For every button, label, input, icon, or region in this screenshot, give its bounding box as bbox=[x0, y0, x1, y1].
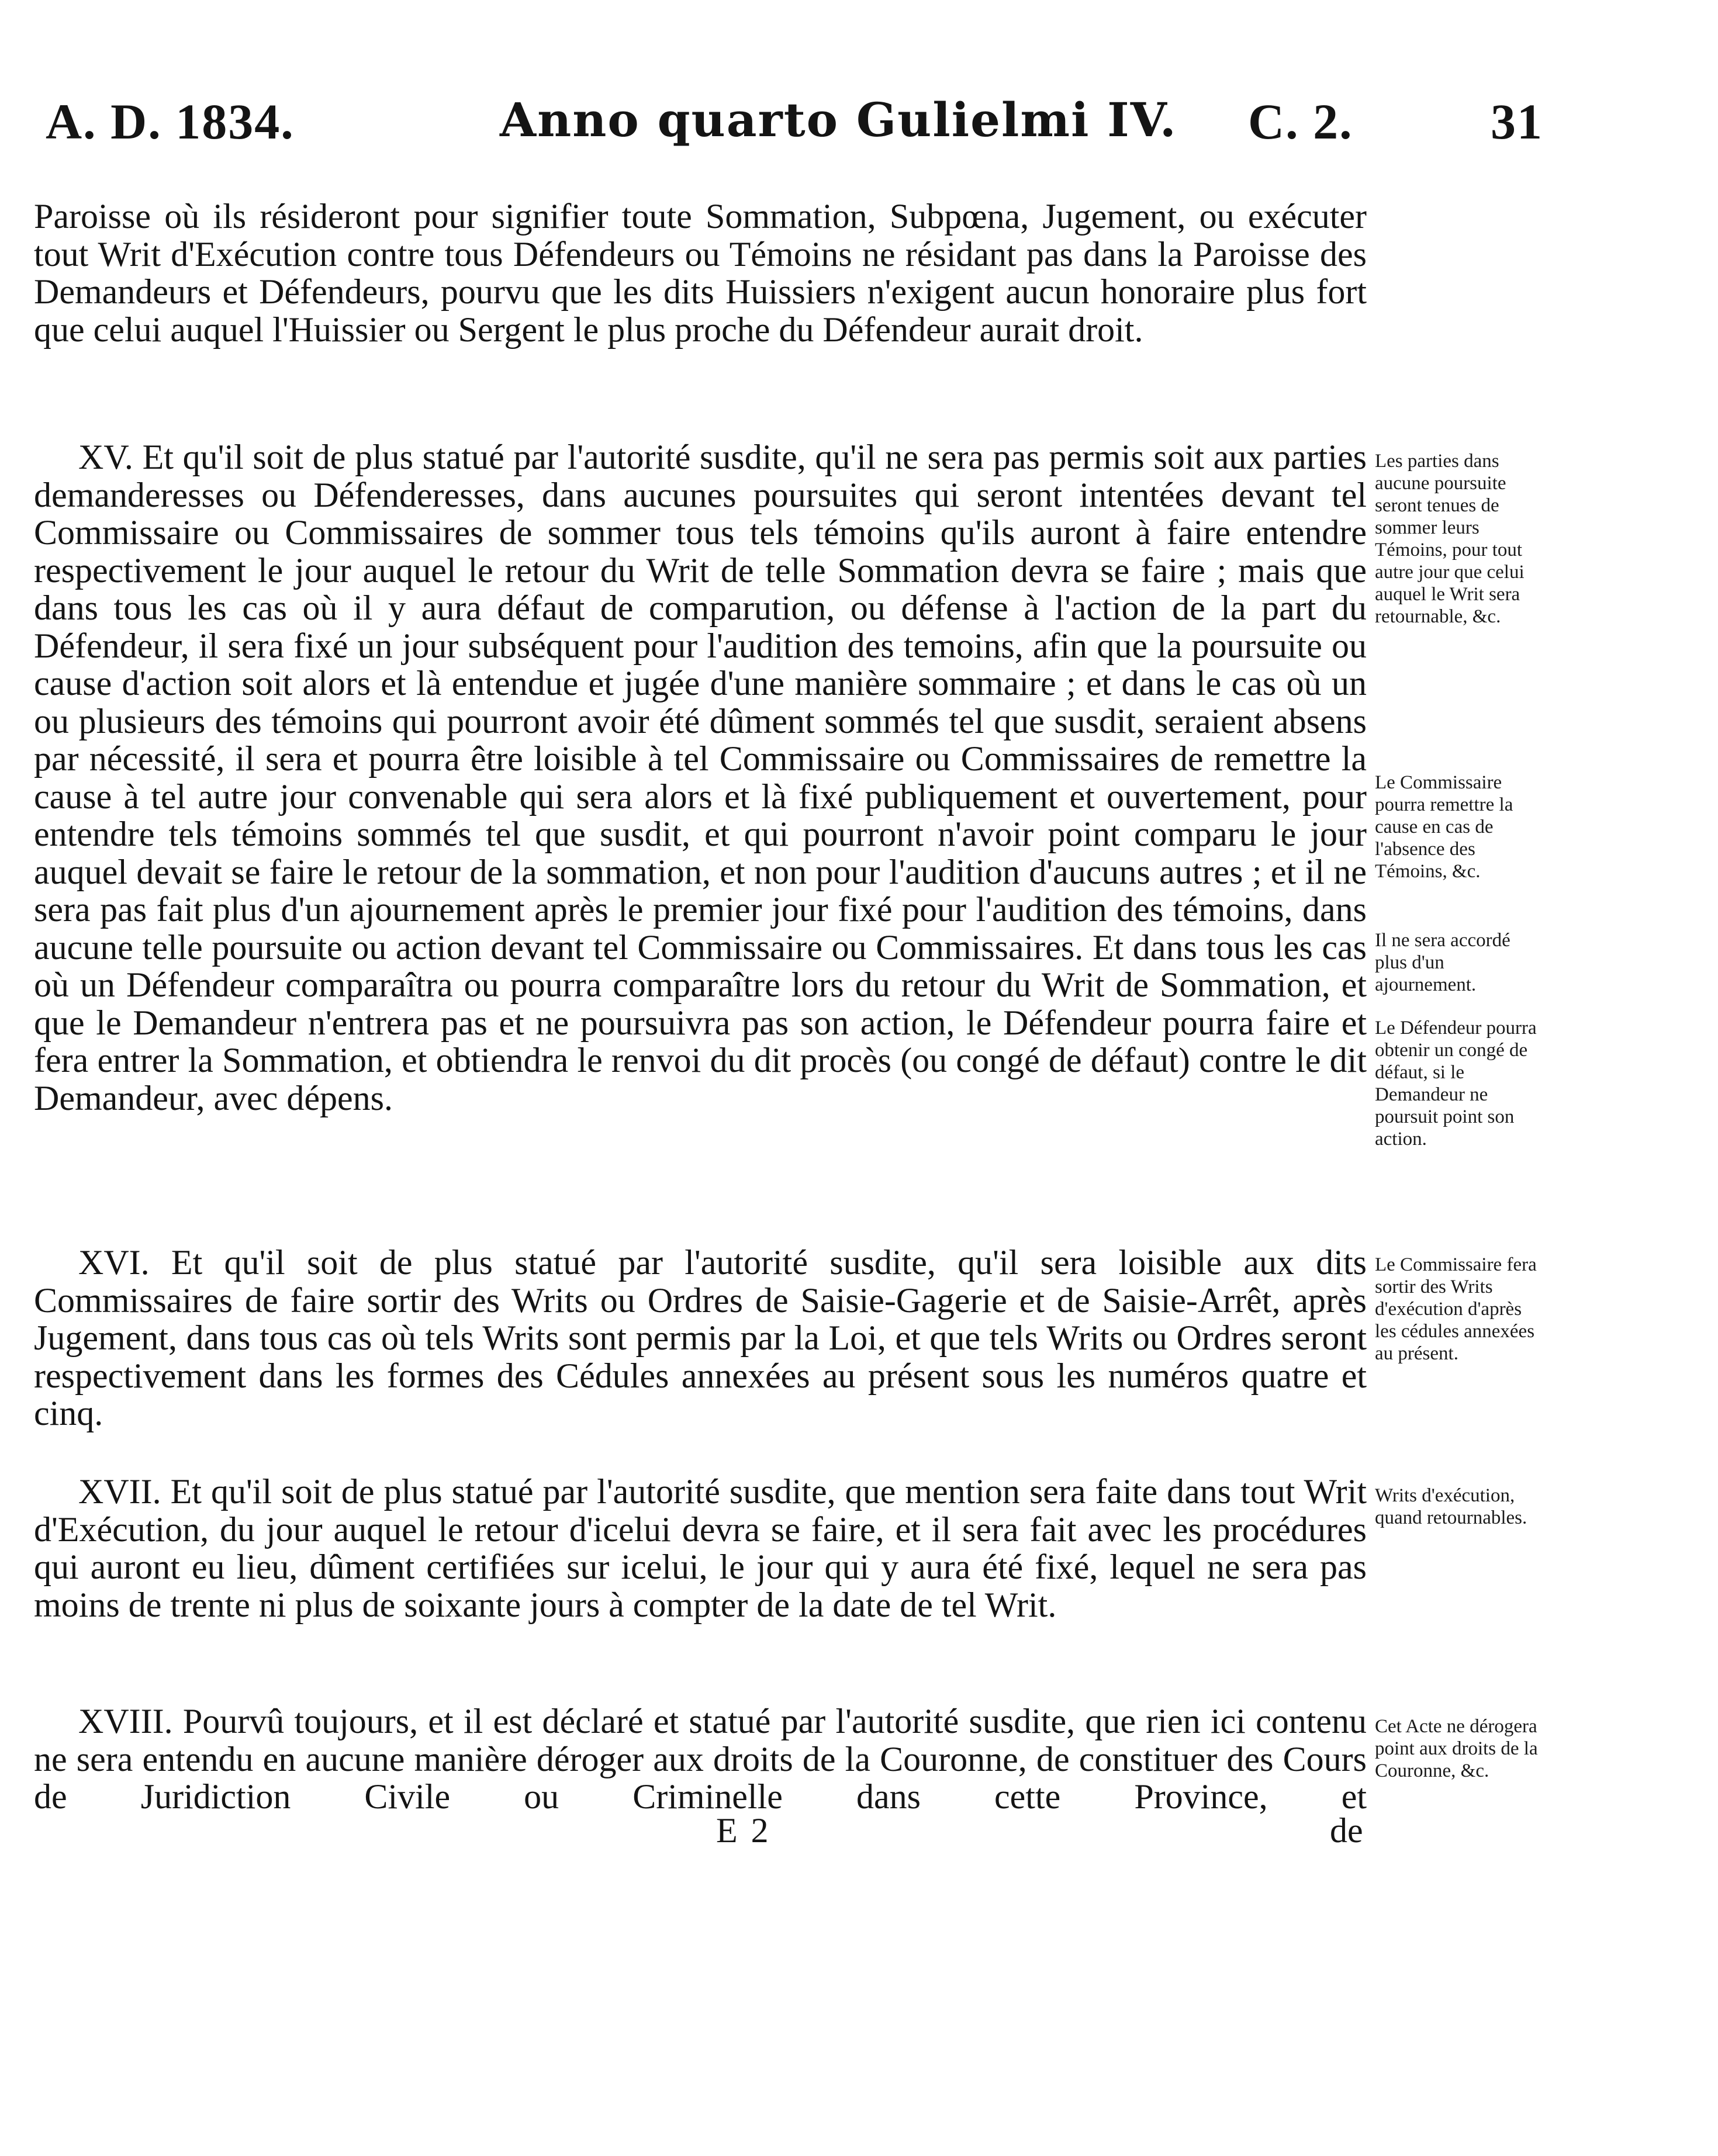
margin-note: Les parties dans aucune poursuite seront tenues de sommer leurs Témoins, pour tout autre jour que celui auquel le Writ sera retournable, &c. bbox=[1375, 451, 1525, 627]
section-xviii bbox=[34, 1702, 1367, 1816]
header-title: Anno quarto Gulielmi IV. bbox=[500, 92, 1177, 147]
catchword: de bbox=[1330, 1811, 1363, 1850]
signature-mark: E 2 bbox=[716, 1811, 771, 1850]
paragraph-text: Paroisse où ils résideront pour signifier toute Sommation, Subpœna, Jugement, ou exécuter tout Writ d'Exécution contre tous Défendeurs ou Témoins ne résidant pas dans la Paroisse des Demandeurs et Défendeurs, pourvu que les dits Huissiers n'exigent aucun honoraire plus fort que celui auquel l'Huissier ou Sergent le plus proche du Défendeur aurait droit. bbox=[34, 197, 1367, 349]
section-xv-text: XV. Et qu'il soit de plus statué par l'autorité susdite, qu'il ne sera pas permis soit aux parties demanderesses ou Défenderesses, dans aucunes poursuites qui seront intentées devant tel Commissaire ou Commissaires de sommer tous tels témoins qu'ils auront à faire entendre respectivement le jour auquel le retour du Writ de telle Sommation devra se faire ; mais que dans tous les cas où il y aura défaut de comparution, ou défense à l'action de la part du Défendeur, il sera fixé un jour subséquent pour l'audition des temoins, afin que la poursuite ou cause d'action soit alors et là entendue et jugée d'une manière sommaire ; et dans le cas où un ou plusieurs des témoins qui pourront avoir été dûment sommés tel que susdit, seraient absens par nécessité, il sera et pourra être loisible à tel Commissaire ou Commissaires de remettre la cause à tel autre jour convenable qui sera alors et là fixé publiquement et ouvertement, pour entendre tels témoins sommés tel que susdit, et qui pourront n'avoir point comparu le jour auquel devait se faire le retour de la sommation, et non pour l'audition d'aucuns autres ; et il ne sera pas fait plus d'un ajournement après le premier jour fixé pour l'audition des témoins, dans aucune telle poursuite ou action devant tel Commissaire ou Commissaires. Et dans tous les cas où un Défendeur comparaîtra ou pourra comparaître lors du retour du Writ de Sommation, et que le Demandeur n'entrera pas et ne poursuivra pas son action, le Défendeur pourra faire et fera entrer la Sommation, et obtiendra le renvoi du dit procès (ou congé de défaut) contre le dit Demandeur, avec dépens. bbox=[34, 438, 1367, 1117]
section-xvii bbox=[34, 1473, 1367, 1624]
header-page-number: 31 bbox=[1491, 94, 1543, 150]
margin-note: Le Défendeur pourra obtenir un congé de défaut, si le Demandeur ne poursuit point son action. bbox=[1375, 1018, 1537, 1150]
margin-note: Writs d'exécution, quand retournables. bbox=[1375, 1485, 1527, 1528]
paragraph-continuation bbox=[34, 198, 1367, 348]
margin-note: Le Commissaire fera sortir des Writs d'exécution d'après les cédules annexées au présent. bbox=[1375, 1254, 1537, 1364]
section-xv bbox=[34, 438, 1367, 1117]
margin-note: Cet Acte ne dérogera point aux droits de la Couronne, &c. bbox=[1375, 1716, 1538, 1781]
header-chapter: C. 2. bbox=[1248, 94, 1353, 150]
section-xvii-text: XVII. Et qu'il soit de plus statué par l'autorité susdite, que mention sera faite dans tout Writ d'Exécution, du jour auquel le retour d'icelui devra se faire, et il sera fait avec les procédures qui auront eu lieu, dûment certifiées sur icelui, le jour qui y aura été fixé, lequel ne sera pas moins de trente ni plus de soixante jours à compter de la date de tel Writ. bbox=[34, 1472, 1367, 1624]
section-xviii-text: XVIII. Pourvû toujours, et il est déclaré et statué par l'autorité susdite, que rien ici contenu ne sera entendu en aucune manière déroger aux droits de la Couronne, de constituer des Cours de Juridiction Civile ou Criminelle dans cette Province, et bbox=[34, 1702, 1367, 1816]
section-xvi-text: XVI. Et qu'il soit de plus statué par l'autorité susdite, qu'il sera loisible aux dits Commissaires de faire sortir des Writs ou Ordres de Saisie-Gagerie et de Saisie-Arrêt, après Jugement, dans tous cas où tels Writs sont permis par la Loi, et que tels Writs ou Ordres seront respectivement dans les formes des Cédules annexées au présent sous les numéros quatre et cinq. bbox=[34, 1243, 1367, 1432]
header-year: A. D. 1834. bbox=[46, 94, 295, 150]
margin-note: Il ne sera accordé plus d'un ajournement. bbox=[1375, 930, 1510, 995]
margin-note: Le Commissaire pourra remettre la cause en cas de l'absence des Témoins, &c. bbox=[1375, 772, 1513, 882]
section-xvi bbox=[34, 1244, 1367, 1432]
